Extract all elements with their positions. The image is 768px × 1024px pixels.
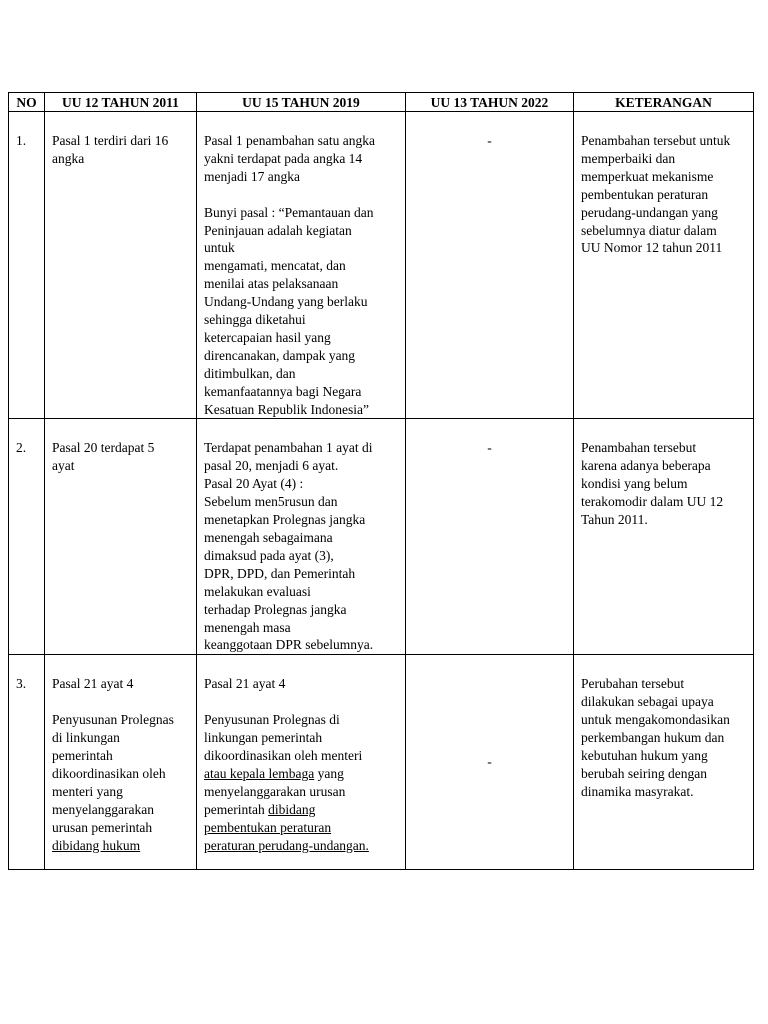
text-line: linkungan pemerintah [204, 730, 323, 746]
text-line: karena adanya beberapa [581, 458, 711, 474]
text-line: melakukan evaluasi [204, 583, 311, 599]
header-keterangan: KETERANGAN [574, 93, 754, 112]
text-line: sebelumnya diatur dalam [581, 222, 717, 238]
text-line: Perubahan tersebut [581, 676, 685, 692]
text-line: Pasal 20 terdapat 5 [52, 440, 155, 456]
text-line: menyelanggarakan [52, 801, 154, 817]
uu-2019-cell [197, 419, 406, 655]
text-line: menengah sebagaimana [204, 530, 333, 546]
text-line: Tahun 2011. [581, 512, 648, 528]
text-line: Pasal 1 penambahan satu angka [204, 133, 375, 148]
text-line: mengamati, mencatat, dan [204, 258, 346, 274]
text-line: ditimbulkan, dan [204, 365, 296, 381]
uu-2019-cell [197, 655, 406, 870]
text-line: menyelanggarakan urusan [204, 783, 346, 799]
text-line: pemerintah [52, 747, 113, 763]
underlined-text: peraturan perudang-undangan. [204, 837, 369, 853]
text-line: DPR, DPD, dan Pemerintah [204, 565, 356, 581]
text-line: di linkungan [52, 730, 120, 746]
text-line: dinamika masyrakat. [581, 783, 694, 799]
text-line: menetapkan Prolegnas jangka [204, 512, 366, 528]
header-uu-2011: UU 12 TAHUN 2011 [45, 93, 197, 112]
table-row [9, 419, 754, 655]
text-line: Sebelum men5rusun dan [204, 494, 338, 510]
text-line: yakni terdapat pada angka 14 [204, 150, 363, 166]
text-fragment: yang [314, 765, 344, 781]
text-line: Terdapat penambahan 1 ayat di [204, 440, 373, 456]
keterangan-cell [574, 655, 754, 870]
uu-2011-cell [45, 655, 197, 870]
comparison-table [8, 92, 754, 870]
text-line: Bunyi pasal : “Pemantauan dan [204, 204, 374, 220]
text-line: dikoordinasikan oleh menteri [204, 747, 363, 763]
text-line: kondisi yang belum [581, 476, 688, 492]
row-number: 1. [9, 112, 45, 419]
paragraph-gap [52, 693, 189, 711]
text-line: urusan pemerintah [52, 819, 153, 835]
text-line: kemanfaatannya bagi Negara [204, 383, 362, 399]
uu-2019-cell [197, 112, 406, 419]
text-line [204, 801, 398, 819]
text-line: Pasal 20 Ayat (4) : [204, 476, 304, 492]
header-row [9, 93, 754, 112]
text-line: sehingga diketahui [204, 312, 306, 328]
text-line: menteri yang [52, 783, 123, 799]
text-line: memperbaiki dan [581, 150, 676, 166]
text-line: untuk [204, 240, 235, 256]
text-line: pembentukan peraturan [581, 186, 709, 202]
uu-2011-cell [45, 419, 197, 655]
text-line: perudang-undangan yang [581, 204, 718, 220]
text-line: ketercapaian hasil yang [204, 329, 331, 345]
paragraph-gap [204, 186, 398, 204]
text-line: angka [52, 150, 85, 166]
text-fragment: pemerintah [204, 801, 269, 817]
text-line: Pasal 1 terdiri dari 16 [52, 133, 169, 148]
row-number: 2. [9, 419, 45, 655]
text-line: berubah seiring dengan [581, 765, 707, 781]
text-line: dimaksud pada ayat (3), [204, 547, 334, 563]
text-line: Pasal 21 ayat 4 [204, 676, 286, 692]
text-line: Pasal 21 ayat 4 [52, 676, 134, 692]
text-line: pasal 20, menjadi 6 ayat. [204, 458, 339, 474]
text-line: Penambahan tersebut [581, 440, 697, 456]
underlined-text: pembentukan peraturan [204, 819, 332, 835]
table-row [9, 655, 754, 870]
dash-text: - [487, 754, 492, 770]
text-line: untuk mengakomondasikan [581, 712, 730, 728]
text-line: Undang-Undang yang berlaku [204, 294, 368, 310]
row-number: 3. [9, 655, 45, 870]
text-line: Peninjauan adalah kegiatan [204, 222, 352, 238]
text-line: dikoordinasikan oleh [52, 765, 166, 781]
text-line: perkembangan hukum dan [581, 730, 725, 746]
text-line: keanggotaan DPR sebelumnya. [204, 637, 374, 653]
text-line: menilai atas pelaksanaan [204, 276, 339, 292]
underlined-text: dibidang hukum [52, 837, 141, 853]
text-line: terakomodir dalam UU 12 [581, 494, 724, 510]
uu-2022-cell [406, 655, 574, 870]
text-line: UU Nomor 12 tahun 2011 [581, 240, 723, 256]
text-line: ayat [52, 458, 75, 474]
header-uu-2019: UU 15 TAHUN 2019 [197, 93, 406, 112]
text-line: memperkuat mekanisme [581, 168, 714, 184]
text-line: direncanakan, dampak yang [204, 347, 356, 363]
uu-2011-cell [45, 112, 197, 419]
text-line: kebutuhan hukum yang [581, 747, 708, 763]
uu-2022-cell: - [406, 419, 574, 655]
underlined-text: dibidang [268, 801, 316, 817]
text-line: Penambahan tersebut untuk [581, 133, 731, 148]
text-line: dilakukan sebagai upaya [581, 694, 714, 710]
header-uu-2022: UU 13 TAHUN 2022 [406, 93, 574, 112]
keterangan-cell [574, 112, 754, 419]
text-line: terhadap Prolegnas jangka [204, 601, 347, 617]
text-line: menjadi 17 angka [204, 168, 300, 184]
text-line: Kesatuan Republik Indonesia” [204, 401, 369, 417]
header-no: NO [9, 93, 45, 112]
underlined-text: atau kepala lembaga [204, 765, 315, 781]
table-row [9, 112, 754, 419]
text-line: Penyusunan Prolegnas [52, 712, 174, 728]
uu-2022-cell: - [406, 112, 574, 419]
text-line: menengah masa [204, 619, 291, 635]
keterangan-cell [574, 419, 754, 655]
text-line [204, 765, 398, 783]
text-line: Penyusunan Prolegnas di [204, 712, 340, 728]
paragraph-gap [204, 693, 398, 711]
